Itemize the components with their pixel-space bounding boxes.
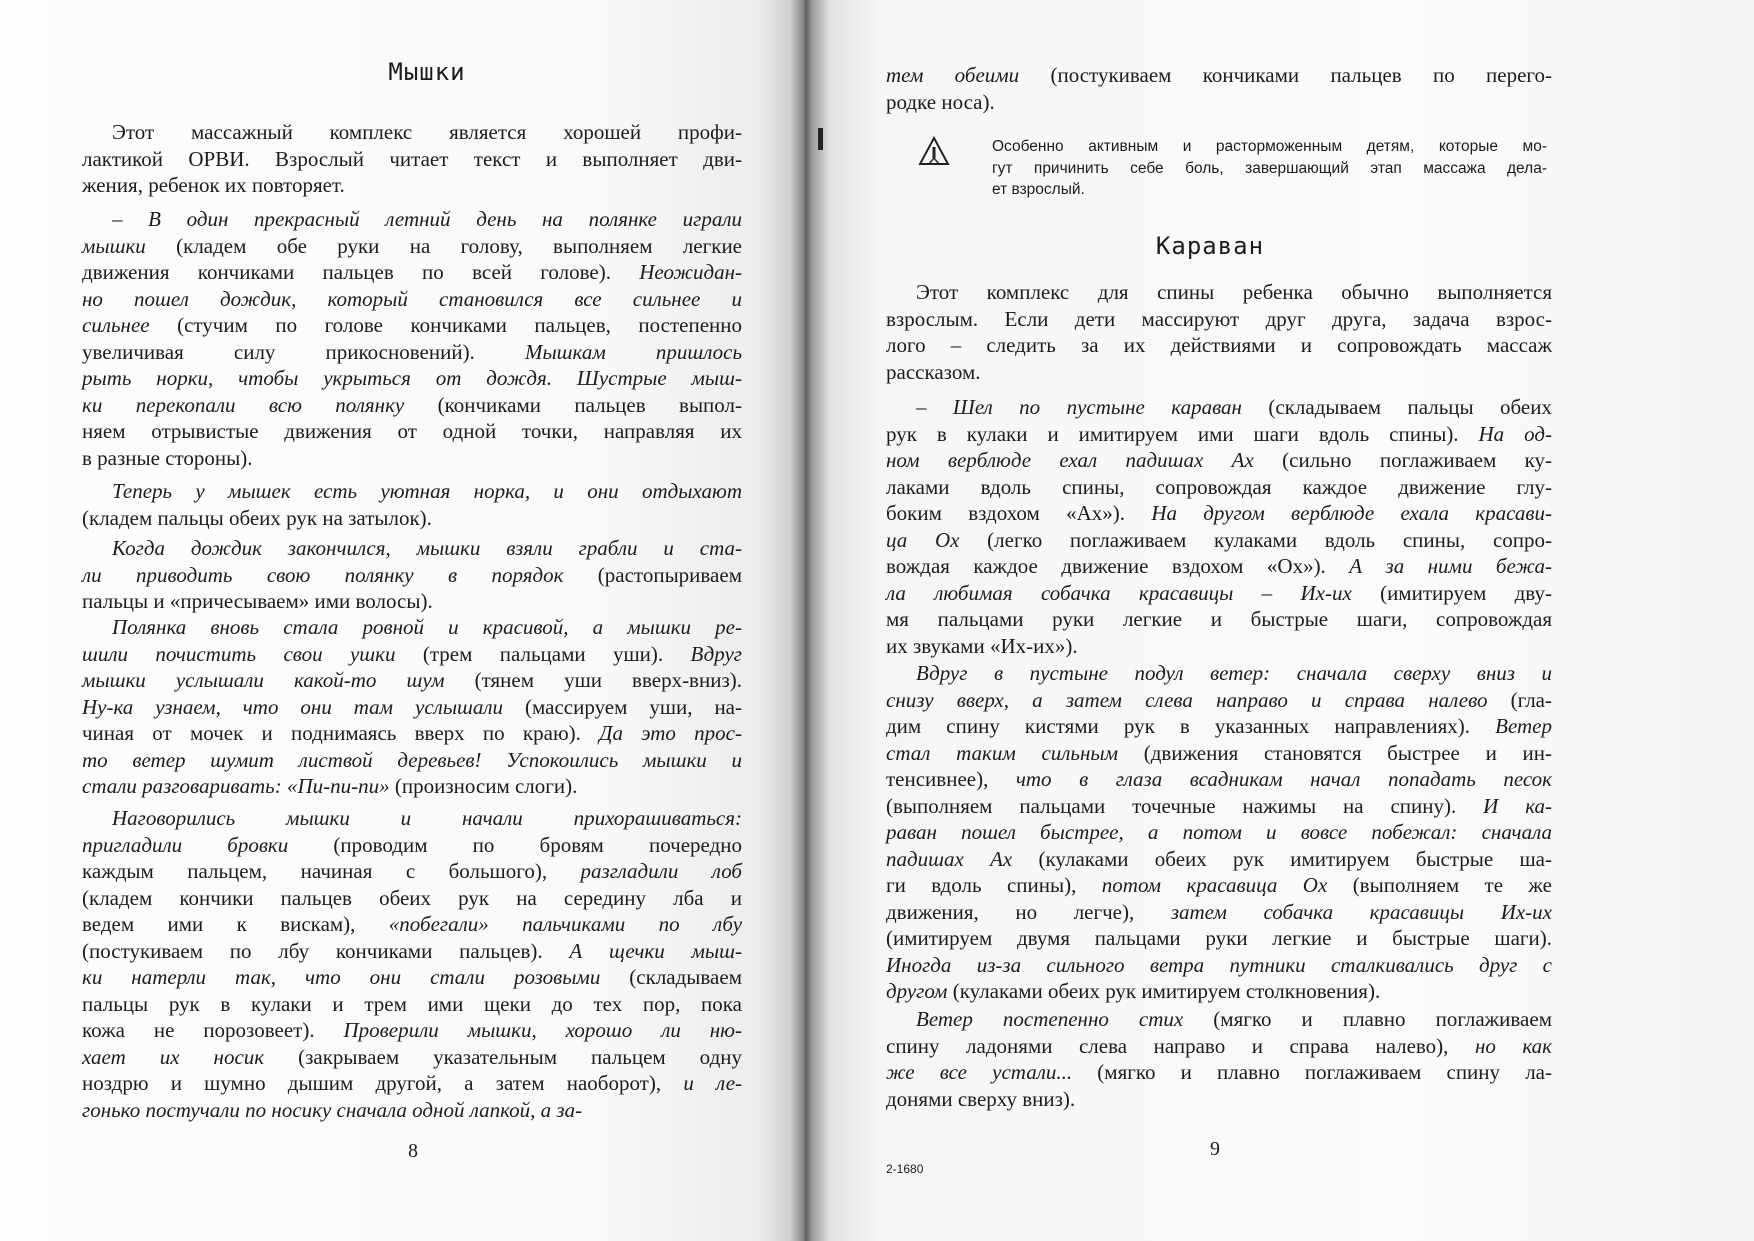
regular-text: пальцы и «причесываем» ими волосы). (82, 589, 433, 613)
regular-text: жения, ребенок их повторяет. (82, 173, 345, 197)
italic-text: сильнее (82, 313, 150, 337)
regular-text: каждым пальцем, начиная с большого), (82, 859, 581, 883)
regular-text: (сильно поглаживаем ку- (1253, 448, 1552, 472)
text-line (82, 172, 742, 199)
italic-text: и ле- (683, 1071, 743, 1095)
italic-text: И ка- (1483, 793, 1552, 818)
italic-text: ки перекопали всю полянку (82, 392, 405, 417)
text-line (886, 62, 1552, 89)
italic-text: шили почистить свои ушки (82, 641, 396, 666)
text-line (886, 978, 1552, 1005)
regular-text: ги вдоль спины), (886, 873, 1102, 897)
regular-text: (растопыриваем (563, 562, 742, 587)
note-line: гут причинить себе боль, завершающий этап массажа дела- (992, 159, 1547, 177)
text-line (886, 925, 1552, 952)
regular-text: (трем пальцами уши). (395, 641, 691, 666)
text-line (82, 418, 742, 445)
regular-text: (имитируем дву- (1351, 580, 1553, 605)
italic-text: Наговорились мышки и начали прихорашиваться: (112, 806, 742, 830)
text-line (886, 332, 1552, 359)
text-line (886, 474, 1552, 501)
italic-text: тем обеими (886, 63, 1020, 87)
text-line (886, 766, 1552, 793)
italic-text: А за ними бежа- (1349, 554, 1552, 578)
paragraph (886, 279, 1552, 385)
paragraph (886, 62, 1552, 115)
regular-text: движения, но легче), (886, 899, 1171, 924)
text-line (82, 535, 742, 562)
text-line (82, 478, 742, 505)
regular-text: Этот комплекс для спины ребенка обычно выполняется (916, 280, 1552, 304)
text-line (82, 445, 742, 472)
regular-text: (имитируем двумя пальцами руки легкие и быстрые шаги). (886, 926, 1552, 950)
text-line (82, 991, 742, 1018)
text-line (82, 832, 742, 859)
text-line (886, 872, 1552, 899)
italic-text: Теперь у мышек есть уютная норка, и они отдыхают (112, 479, 742, 503)
regular-text: рассказом. (886, 359, 981, 384)
regular-text: ноздрю и шумно дышим другой, а затем наоборот), (82, 1071, 684, 1095)
italic-text: ла любимая собачка красавицы – Их-их (886, 580, 1352, 605)
italic-text: то ветер шумит листвой деревьев! Успокоились мышки и (82, 747, 742, 772)
text-line (82, 720, 742, 747)
italic-text: рыть норки, чтобы укрыться от дождя. Шустрые мыш- (82, 366, 742, 390)
text-line (82, 312, 742, 339)
text-line (886, 899, 1552, 926)
regular-text: (кладем кончики пальцев обеих рук на середину лба и (82, 885, 742, 910)
text-line (886, 606, 1552, 633)
text-line (82, 938, 742, 965)
regular-text: (кулаками обеих рук имитируем столкновения). (947, 979, 1381, 1003)
italic-text: Ветер (1495, 714, 1552, 738)
regular-text: боким вздохом «Ах»). (886, 501, 1152, 525)
text-line (886, 660, 1552, 687)
italic-text: затем собачка красавицы Их-их (1170, 899, 1552, 924)
text-line (82, 805, 742, 832)
regular-text: спину ладонями слева направо и справа налево), (886, 1033, 1475, 1058)
text-line (886, 500, 1552, 527)
text-line (886, 713, 1552, 740)
text-line (82, 694, 742, 721)
text-line (886, 633, 1552, 660)
italic-text: разгладили лоб (580, 859, 742, 883)
text-line (886, 447, 1552, 474)
italic-text: Да это прос- (599, 721, 742, 745)
text-line (82, 1070, 742, 1097)
regular-text: (кончиками пальцев выпол- (404, 392, 742, 417)
text-line (82, 206, 742, 233)
text-line (82, 365, 742, 392)
regular-text: чиная от мочек и поднимаясь вверх по краю). (82, 721, 600, 745)
italic-text: но как (1474, 1033, 1553, 1058)
regular-text: лаками вдоль спины, сопровождая каждое движение глу- (886, 474, 1552, 499)
text-line (82, 119, 742, 146)
regular-text: движения кончиками пальцев по всей голове). (82, 260, 640, 284)
text-line (82, 146, 742, 173)
text-line (82, 911, 742, 938)
paragraph (886, 394, 1552, 659)
regular-text: няем отрывистые движения от одной точки, направляя их (82, 419, 742, 443)
italic-text: – Шел по пустыне караван (916, 395, 1242, 419)
italic-text: падишах Ах (886, 846, 1013, 871)
regular-text: (стучим по голове кончиками пальцев, постепенно (149, 313, 742, 337)
text-line (886, 793, 1552, 820)
italic-text: ца Ох (886, 527, 960, 552)
text-line (886, 580, 1552, 607)
regular-text: пальцы рук в кулаки и трем ими щеки до тех пор, пока (82, 991, 742, 1016)
italic-text: Ну-ка узнаем, что они там услышали (82, 694, 504, 719)
regular-text: донями сверху вниз). (886, 1086, 1076, 1111)
text-line (886, 740, 1552, 767)
text-line (886, 1086, 1552, 1113)
text-line (82, 505, 742, 532)
text-line (886, 527, 1552, 554)
text-line (82, 286, 742, 313)
section-title-myshki: Мышки (388, 58, 466, 86)
italic-text: Иногда из-за сильного ветра путники сталкивались друг с (886, 952, 1552, 977)
regular-text: увеличивая силу прикосновений). (82, 339, 525, 364)
text-line (886, 394, 1552, 421)
italic-text: Неожидан- (639, 260, 742, 284)
text-line (82, 1017, 742, 1044)
regular-text: Этот массажный комплекс является хорошей профи- (112, 120, 742, 144)
note-line: Особенно активным и расторможенным детям, которые мо- (992, 138, 1547, 155)
text-line (82, 614, 742, 641)
text-line (886, 1059, 1552, 1086)
italic-text: ли приводить свою полянку в порядок (82, 562, 564, 587)
italic-text: ки натерли так, что они стали розовыми (82, 965, 601, 989)
scan-artifact (818, 128, 823, 150)
paragraph (82, 805, 742, 1123)
paragraph (82, 119, 742, 199)
regular-text: (произносим слоги). (389, 774, 578, 798)
text-line (82, 858, 742, 885)
regular-text: рук в кулаки и имитируем ими шаги вдоль спины). (886, 421, 1479, 446)
italic-text: гонько постучали по носику сначала одной лапкой, а за- (82, 1097, 583, 1122)
italic-text: потом красавица Ох (1101, 873, 1328, 897)
regular-text: (мягко и плавно поглаживаем (1183, 1007, 1552, 1031)
text-line (82, 259, 742, 286)
italic-text: что в глаза всадникам начал попадать песок (1015, 767, 1552, 791)
regular-text: (складываем пальцы обеих (1241, 395, 1552, 419)
text-line (82, 562, 742, 589)
regular-text: (массируем уши, на- (503, 694, 742, 719)
text-line (82, 588, 742, 615)
warning-triangle-icon (918, 136, 950, 166)
italic-text: На другом верблюде ехала красави- (1151, 501, 1552, 525)
italic-text: Вдруг в пустыне подул ветер: сначала сверху вниз и (916, 661, 1552, 685)
regular-text: дим спину кистями рук в указанных направлениях). (886, 714, 1496, 738)
text-line (886, 687, 1552, 714)
regular-text: (легко поглаживаем кулаками вдоль спины, сопро- (959, 527, 1553, 552)
italic-text: Вдруг (690, 641, 742, 666)
italic-text: мышки услышали какой-то шум (82, 668, 445, 692)
text-line (82, 667, 742, 694)
paragraph (82, 478, 742, 531)
italic-text: Мышкам пришлось (524, 339, 742, 364)
text-line (82, 1097, 742, 1124)
text-line (886, 819, 1552, 846)
italic-text: На од- (1478, 421, 1552, 446)
regular-text: взрослым. Если дети массируют друг друга, задача взрос- (886, 306, 1552, 331)
page-number-left: 8 (408, 1140, 418, 1162)
italic-text: Ветер постепенно стих (916, 1007, 1184, 1031)
regular-text: (складываем (600, 965, 742, 989)
text-line (886, 359, 1552, 386)
text-line (82, 641, 742, 668)
italic-text: пригладили бровки (82, 832, 289, 857)
italic-text: ном верблюде ехал падишах Ах (886, 448, 1254, 472)
italic-text: раван пошел быстрее, а потом и вовсе побежал: сначала (886, 820, 1552, 844)
regular-text: (мягко и плавно поглаживаем спину ла- (1072, 1060, 1552, 1084)
regular-text: мя пальцами руки легкие и быстрые шаги, сопровождая (886, 607, 1552, 631)
regular-text: (движения становятся быстрее и ин- (1118, 740, 1552, 765)
text-line (886, 1006, 1552, 1033)
paragraph (82, 614, 742, 800)
italic-text: стал таким сильным (886, 740, 1119, 765)
regular-text: в разные стороны). (82, 445, 253, 470)
text-line (82, 964, 742, 991)
italic-text: мышки (82, 233, 146, 258)
paragraph (886, 1006, 1552, 1112)
italic-text: хает их носик (82, 1044, 265, 1069)
italic-text: Полянка вновь стала ровной и красивой, а мышки ре- (112, 615, 742, 639)
text-line (886, 89, 1552, 116)
regular-text: ведем ими к вискам), (82, 912, 389, 936)
text-line (886, 952, 1552, 979)
text-line (82, 392, 742, 419)
regular-text: тенсивнее), (886, 767, 1016, 791)
text-line (82, 233, 742, 260)
text-line (886, 553, 1552, 580)
text-line (82, 339, 742, 366)
regular-text: (постукиваем по лбу кончиками пальцев). (82, 938, 570, 963)
regular-text: их звуками «Их-их»). (886, 633, 1078, 658)
section-title-karavan: Караван (1155, 232, 1265, 260)
text-line (886, 846, 1552, 873)
regular-text: лого – следить за их действиями и сопровождать массаж (886, 333, 1552, 357)
italic-text: – В один прекрасный летний день на полянке играли (112, 207, 742, 231)
text-line (82, 1044, 742, 1071)
paragraph (886, 660, 1552, 1005)
regular-text: (постукиваем кончиками пальцев по перего- (1019, 63, 1552, 87)
regular-text: (проводим по бровям почередно (288, 832, 743, 857)
text-line (886, 279, 1552, 306)
warning-note (992, 136, 1547, 201)
regular-text: (закрываем указательным пальцем одну (264, 1044, 742, 1069)
regular-text: (кладем пальцы обеих рук на затылок). (82, 505, 432, 530)
regular-text: кожа не порозовеет). (82, 1018, 344, 1042)
italic-text: же все устали... (886, 1060, 1073, 1084)
italic-text: Когда дождик закончился, мышки взяли грабли и ста- (112, 536, 742, 560)
italic-text: А щечки мыш- (569, 938, 742, 963)
regular-text: (выполняем пальцами точечные нажимы на спину). (886, 793, 1484, 818)
regular-text: (кладем обе руки на голову, выполняем легкие (145, 233, 742, 258)
regular-text: (тянем уши вверх-вниз). (444, 668, 742, 692)
regular-text: родке носа). (886, 89, 995, 114)
paragraph (82, 206, 742, 471)
italic-text: снизу вверх, а затем слева направо и справа налево (886, 687, 1488, 712)
regular-text: лактикой ОРВИ. Взрослый читает текст и выполняет дви- (82, 146, 742, 171)
regular-text: (гла- (1487, 687, 1552, 712)
italic-text: но пошел дождик, который становился все сильнее и (82, 286, 742, 311)
text-line (82, 747, 742, 774)
page-number-right: 9 (1210, 1138, 1220, 1160)
note-line: ет взрослый. (992, 181, 1085, 198)
text-line (886, 1033, 1552, 1060)
paragraph (82, 535, 742, 615)
regular-text: (выполняем те же (1327, 873, 1552, 897)
printer-signature-mark: 2-1680 (886, 1162, 924, 1176)
italic-text: стали разговаривать: «Пи-пи-пи» (82, 774, 390, 798)
italic-text: другом (886, 979, 948, 1003)
text-line (886, 306, 1552, 333)
text-line (886, 421, 1552, 448)
text-line (82, 773, 742, 800)
italic-text: Проверили мышки, хорошо ли ню- (343, 1018, 742, 1042)
text-line (82, 885, 742, 912)
italic-text: «побегали» пальчиками по лбу (388, 912, 743, 936)
regular-text: вождая каждое движение вздохом «Ох»). (886, 554, 1350, 578)
regular-text: (кулаками обеих рук имитируем быстрые ша- (1012, 846, 1552, 871)
